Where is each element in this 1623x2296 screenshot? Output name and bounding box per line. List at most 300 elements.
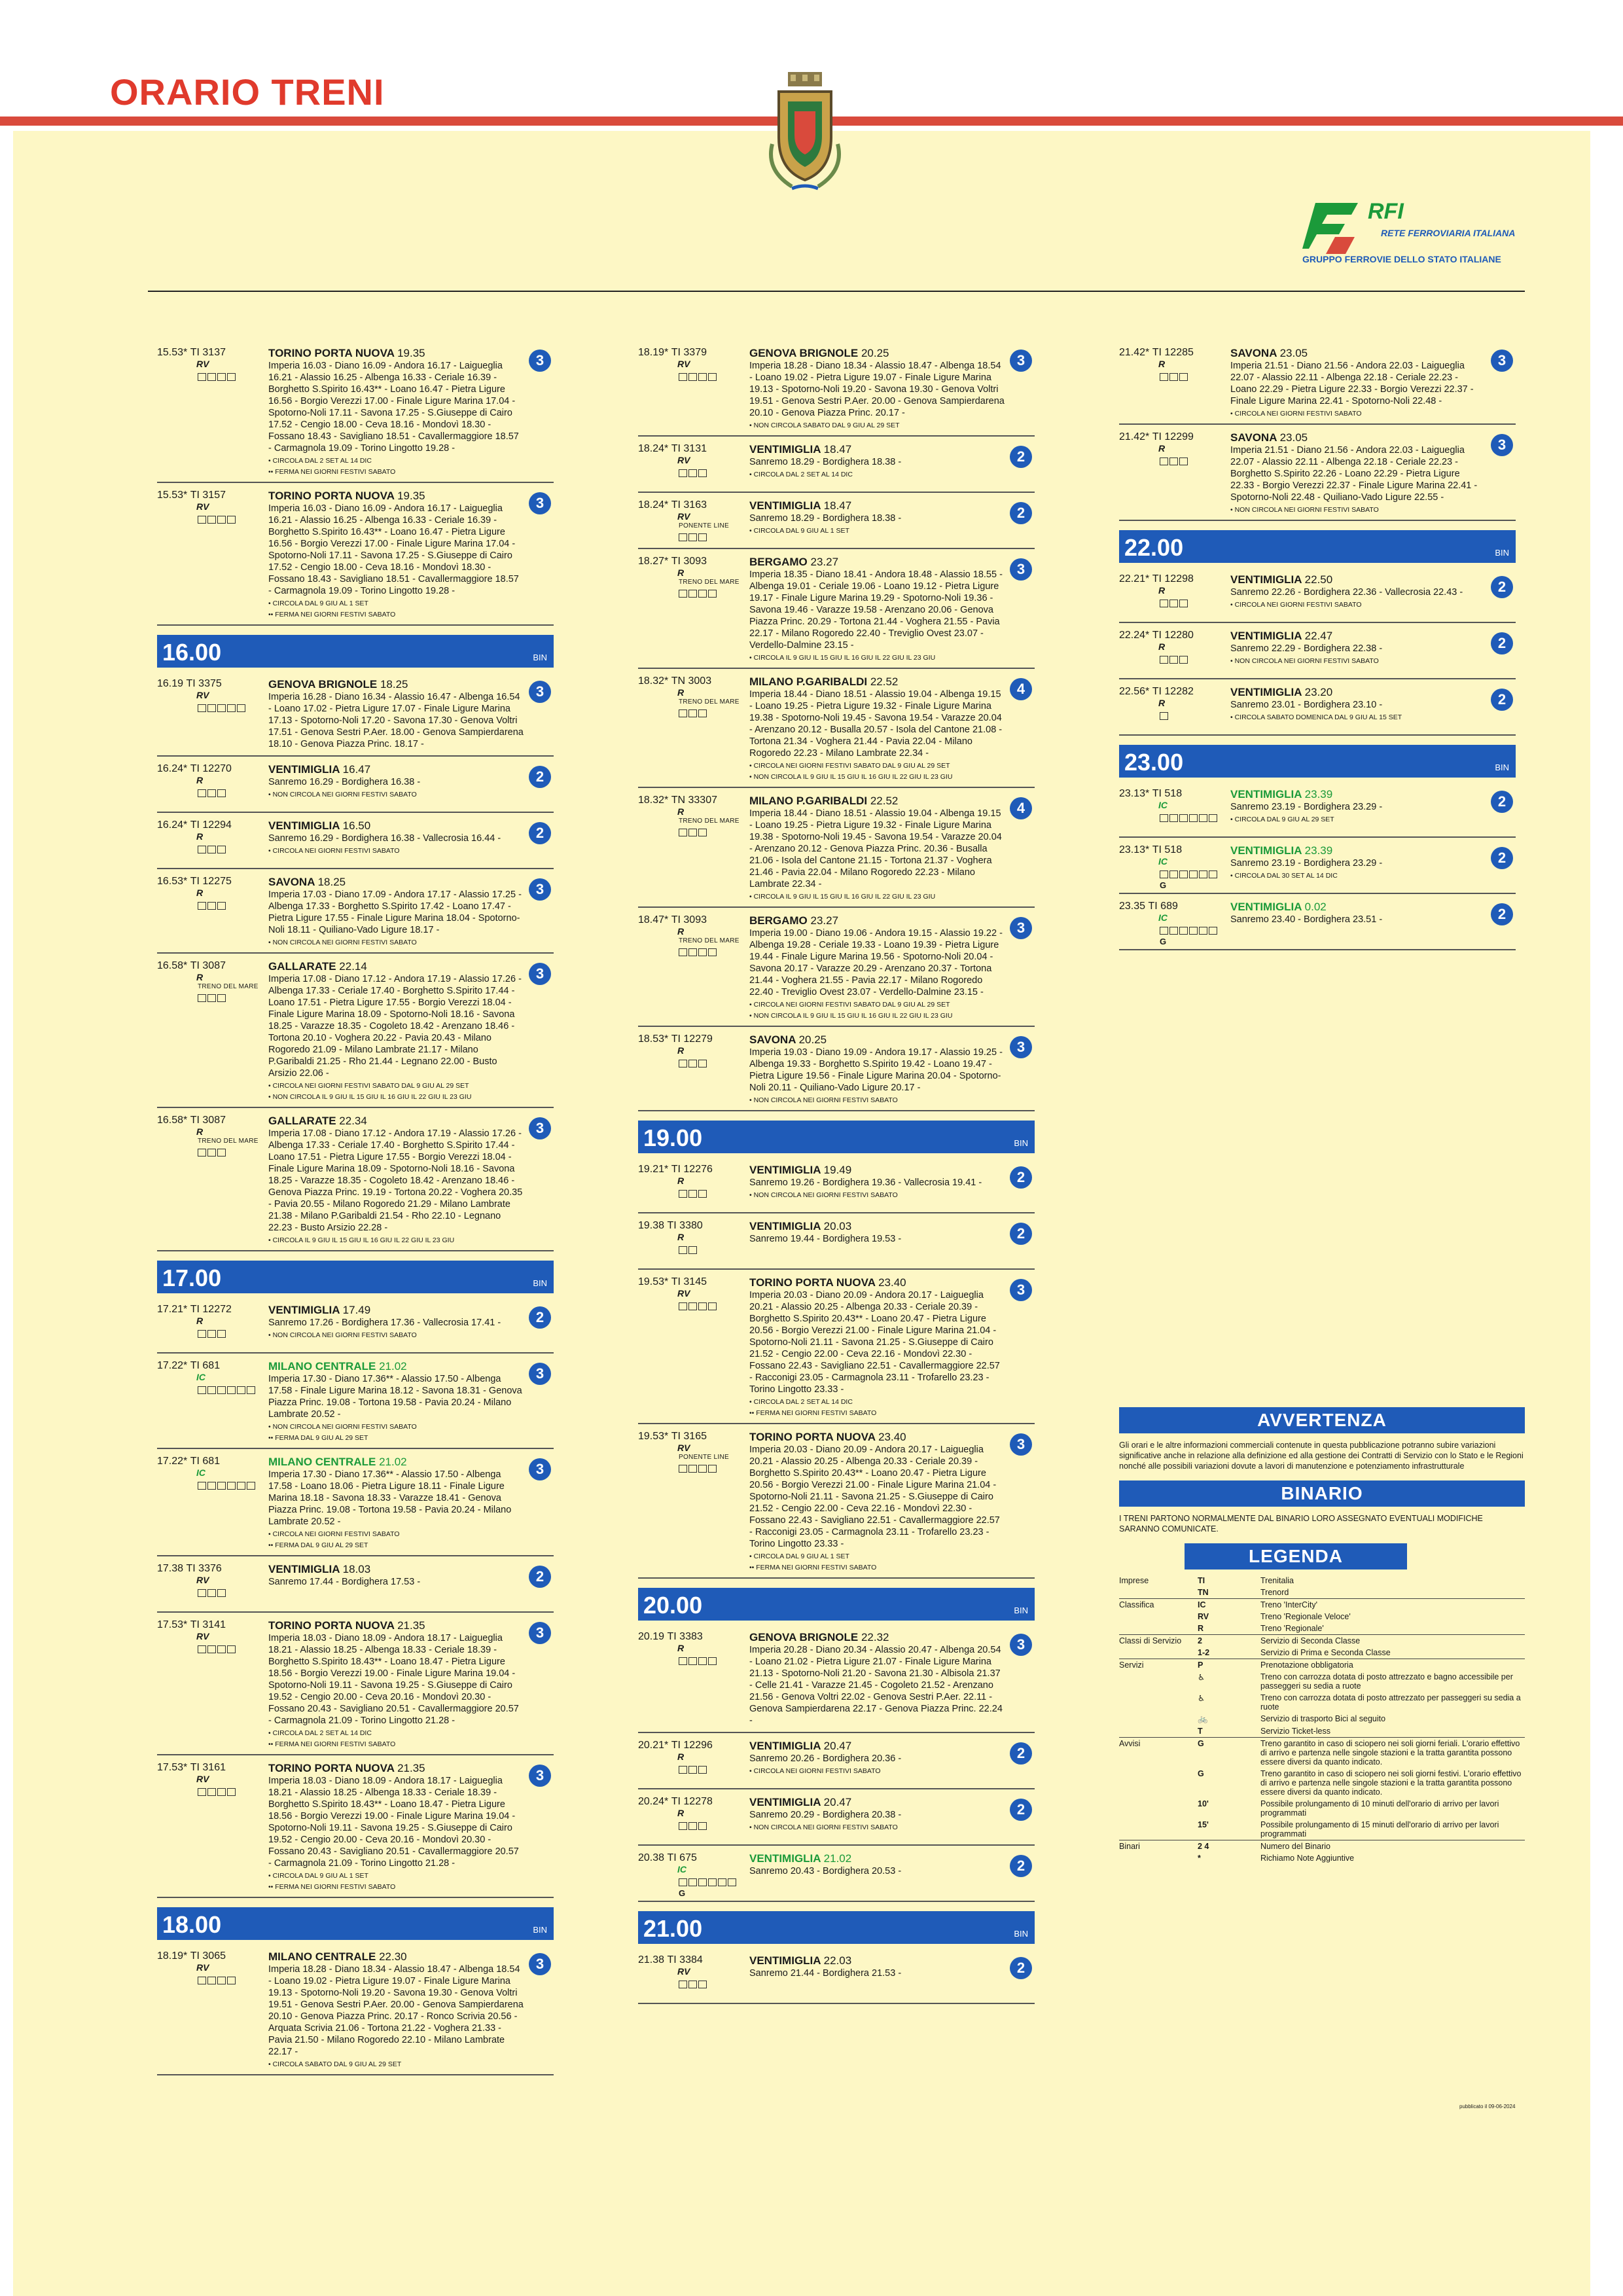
departure-line <box>638 1740 749 1751</box>
train-details <box>749 675 1005 781</box>
arrival-time: 20.25 <box>798 1033 827 1046</box>
service-icon <box>198 994 206 1002</box>
legend-group <box>1119 1852 1198 1864</box>
train-row <box>1119 567 1516 623</box>
service-icon <box>247 1482 255 1490</box>
departure-line <box>638 556 749 567</box>
departure-time: 22.56* <box>1119 686 1150 697</box>
service-icons <box>679 827 749 836</box>
train-class-icon: RV <box>677 1288 690 1299</box>
hour-label: 20.00 <box>643 1592 703 1619</box>
train-row <box>1119 781 1516 838</box>
intermediate-stops: Imperia 17.03 - Diano 17.09 - Andora 17.17 - Alassio 17.25 - Albenga 17.33 - Borghetto S.Spirito 17.42 - Loano 17.47 - Pietra Ligure 17.55 - Finale Ligure Marina 18.04 - Spotorno-Noli 18.11 - Quiliano-Vado Ligure 18.17 - <box>268 889 522 935</box>
service-icon <box>698 533 707 541</box>
arrival-time: 18.47 <box>823 499 852 512</box>
service-icon <box>1199 814 1207 822</box>
destination: SAVONA <box>749 1033 796 1046</box>
train-number: 12279 <box>683 1033 713 1045</box>
train-details <box>268 1619 524 1749</box>
departure-line <box>157 678 268 690</box>
platform-badge: 3 <box>529 963 551 985</box>
destination: GALLARATE <box>268 960 336 973</box>
train-class-icon: R <box>677 1643 685 1653</box>
train-brand: TRENO DEL MARE <box>679 698 740 706</box>
service-icons <box>679 1655 749 1665</box>
train-number: 3384 <box>679 1954 703 1965</box>
service-note: • NON CIRCOLA SABATO DAL 9 GIU AL 29 SET <box>749 422 900 429</box>
legend-symbol: IC <box>1198 1599 1260 1611</box>
departure-time: 23.13* <box>1119 788 1150 799</box>
service-icon <box>688 829 697 836</box>
destination-line <box>268 1115 524 1128</box>
departure-line <box>1119 788 1230 800</box>
service-note: • CIRCOLA IL 9 GIU IL 15 GIU IL 16 GIU IL 22 GIU IL 23 GIU <box>268 1236 455 1244</box>
intermediate-stops: Imperia 16.03 - Diano 16.09 - Andora 16.17 - Laigueglia 16.21 - Alassio 16.25 - Albenga 16.33 - Ceriale 16.39 - Borghetto S.Spirito 16.43** - Loano 16.47 - Pietra Ligure 16.56 - Borgio Verezzi 17.00 - Finale Ligure Marina 17.04 - Spotorno-Noli 17.11 - Savona 17.25 - S.Giuseppe di Cairo 17.52 - Cengio 18.00 - Ceva 18.16 - Mondovì 18.30 - Fossano 18.43 - Savigliano 18.51 - Cavallermaggiore 18.57 - Carmagnola 19.09 - Torino Lingotto 19.28 - <box>268 361 519 454</box>
service-icon <box>207 1149 216 1157</box>
legend-row <box>1119 1768 1525 1798</box>
train-number: 3141 <box>202 1619 226 1630</box>
hour-label: 21.00 <box>643 1915 703 1942</box>
service-note: • CIRCOLA IL 9 GIU IL 15 GIU IL 16 GIU IL 22 GIU IL 23 GIU <box>749 654 936 662</box>
destination-line <box>749 1852 1005 1865</box>
train-number: 3137 <box>202 347 226 358</box>
destination: GALLARATE <box>268 1115 336 1127</box>
hour-label: 22.00 <box>1124 534 1184 561</box>
train-details <box>749 1220 1005 1245</box>
train-class-icon: R <box>677 1232 685 1242</box>
legend-row <box>1119 1647 1525 1659</box>
platform-badge: 3 <box>529 350 551 372</box>
platform-badge: 3 <box>1010 350 1032 372</box>
train-class-icon: R <box>677 1751 685 1762</box>
legend-group <box>1119 1798 1198 1819</box>
legend-description: Prenotazione obbligatoria <box>1260 1659 1525 1672</box>
legend-row <box>1119 1575 1525 1587</box>
destination-line <box>1230 686 1486 699</box>
arrival-time: 21.35 <box>397 1619 425 1632</box>
destination-line <box>749 914 1005 927</box>
destination-line <box>749 675 1005 689</box>
service-icons <box>198 844 268 853</box>
service-icon <box>698 1657 707 1665</box>
intermediate-stops: Sanremo 23.01 - Bordighera 23.10 - <box>1230 700 1383 710</box>
service-icons <box>1160 869 1230 878</box>
departure-line <box>638 499 749 511</box>
service-icon <box>1169 457 1178 465</box>
service-icon <box>708 1302 717 1310</box>
train-class-icon: IC <box>677 1864 687 1874</box>
train-row <box>638 1789 1035 1846</box>
hour-banner <box>157 1261 554 1293</box>
service-icon <box>698 1878 707 1886</box>
legend-group <box>1119 1768 1198 1798</box>
train-info <box>1119 686 1230 720</box>
intermediate-stops: Imperia 20.03 - Diano 20.09 - Andora 20.17 - Laigueglia 20.21 - Alassio 20.25 - Albenga 20.33 - Ceriale 20.39 - Borghetto S.Spirito 20.43** - Loano 20.47 - Pietra Ligure 20.56 - Borgio Verezzi 21.00 - Finale Ligure Marina 21.04 - Spotorno-Noli 21.11 - Savona 21.25 - S.Giuseppe di Cairo 21.52 - Cengio 22.00 - Ceva 22.16 - Mondovì 22.30 - Fossano 22.43 - Savigliano 22.51 - Cavallermaggiore 22.57 - Racconigi 23.05 - Carmagnola 23.11 - Trofarello 23.23 - Torino Lingotto 23.33 - <box>749 1444 1000 1549</box>
legend-row <box>1119 1819 1525 1840</box>
departure-time: 21.42* <box>1119 431 1150 442</box>
departure-time: 17.53* <box>157 1762 188 1773</box>
service-icon <box>1160 373 1168 381</box>
train-number: 3093 <box>683 556 707 567</box>
departure-time: 19.53* <box>638 1276 669 1287</box>
document-title: ORARIO TRENI <box>110 71 385 113</box>
train-class-icon: R <box>677 1175 685 1186</box>
arrival-time: 23.27 <box>810 914 839 927</box>
legend-group: Classi di Servizio <box>1119 1635 1198 1647</box>
service-icon <box>237 1386 245 1394</box>
legend-symbol: R <box>1198 1624 1204 1633</box>
departure-time: 16.24* <box>157 763 188 774</box>
train-row <box>638 1624 1035 1733</box>
intermediate-stops: Sanremo 18.29 - Bordighera 18.38 - <box>749 457 902 467</box>
platform-badge: 2 <box>1010 502 1032 524</box>
service-icon <box>688 1465 697 1473</box>
intermediate-stops: Sanremo 19.26 - Bordighera 19.36 - Vallecrosia 19.41 - <box>749 1177 982 1188</box>
legend-group <box>1119 1819 1198 1840</box>
legend-group <box>1119 1611 1198 1623</box>
train-details <box>749 499 1005 535</box>
departure-line <box>157 1563 268 1575</box>
train-number: 689 <box>1160 901 1178 912</box>
platform-column-label: BIN <box>1495 762 1509 772</box>
train-row <box>157 1108 554 1251</box>
train-class-icon: RV <box>677 511 690 522</box>
hour-label: 23.00 <box>1124 749 1184 776</box>
train-info <box>638 1954 749 1988</box>
legend-symbol: TI <box>1198 1576 1205 1585</box>
train-number: 3380 <box>679 1220 703 1231</box>
service-note: •• FERMA DAL 9 GIU AL 29 SET <box>268 1434 368 1442</box>
service-note: •• FERMA NEI GIORNI FESTIVI SABATO <box>268 1883 396 1891</box>
departure-line <box>638 1431 749 1443</box>
service-icon <box>688 1981 697 1988</box>
destination: VENTIMIGLIA <box>749 1796 821 1808</box>
train-number: 3375 <box>198 678 222 689</box>
train-row <box>638 1027 1035 1111</box>
service-icon <box>698 1302 707 1310</box>
hour-banner <box>157 1907 554 1940</box>
service-icon <box>198 516 206 524</box>
legend-symbol: 2 <box>1198 1635 1260 1647</box>
arrival-time: 17.49 <box>342 1304 371 1316</box>
service-icon <box>217 1330 226 1338</box>
train-number: 3087 <box>202 1115 226 1126</box>
destination: VENTIMIGLIA <box>1230 573 1302 586</box>
train-class-icon: R <box>196 972 204 982</box>
train-row <box>157 1613 554 1755</box>
destination-line <box>1230 431 1486 444</box>
arrival-time: 22.30 <box>379 1950 407 1963</box>
service-icons <box>198 1328 268 1338</box>
legend-group: Servizi <box>1119 1659 1198 1672</box>
service-icon <box>217 846 226 853</box>
destination: VENTIMIGLIA <box>1230 630 1302 642</box>
timetable-column-1 <box>157 340 554 2075</box>
service-icon <box>198 902 206 910</box>
train-class-icon: IC <box>196 1467 205 1478</box>
departure-time: 18.19* <box>157 1950 188 1962</box>
arrival-time: 21.35 <box>397 1762 425 1774</box>
train-details <box>749 1631 1005 1727</box>
train-info <box>638 556 749 598</box>
platform-badge: 3 <box>529 1117 551 1139</box>
service-icons <box>679 371 749 381</box>
rfi-logo-name: RETE FERROVIARIA ITALIANA <box>1381 228 1516 238</box>
arrival-time: 20.25 <box>861 347 889 359</box>
service-icon <box>1199 870 1207 878</box>
train-info <box>638 795 749 836</box>
service-icon <box>688 1246 697 1254</box>
train-details <box>1230 844 1486 880</box>
legend-description: Servizio Ticket-less <box>1260 1727 1330 1736</box>
train-details <box>749 347 1005 430</box>
platform-badge: 3 <box>1010 1433 1032 1456</box>
departure-line <box>157 763 268 775</box>
service-icon <box>679 1822 687 1830</box>
intermediate-stops: Imperia 18.03 - Diano 18.09 - Andora 18.17 - Laigueglia 18.21 - Alassio 18.25 - Albenga 18.33 - Ceriale 18.39 - Borghetto S.Spirito 18.43** - Loano 18.47 - Pietra Ligure 18.56 - Borgio Verezzi 19.00 - Finale Ligure Marina 19.04 - Spotorno-Noli 19.11 - Savona 19.25 - S.Giuseppe di Cairo 19.52 - Cengio 20.00 - Ceva 20.16 - Mondovì 20.30 - Fossano 20.43 - Savigliano 20.51 - Cavallermaggiore 20.57 - Carmagnola 21.09 - Torino Lingotto 21.28 - <box>268 1776 519 1869</box>
service-icons <box>679 1244 749 1254</box>
arrival-time: 0.02 <box>1304 901 1327 913</box>
train-number: 12280 <box>1164 630 1194 641</box>
destination: VENTIMIGLIA <box>749 1740 821 1752</box>
legend-group <box>1119 1587 1198 1599</box>
destination-line <box>268 876 524 889</box>
service-icon <box>679 590 687 598</box>
train-info <box>157 876 268 910</box>
service-icons <box>679 1876 749 1886</box>
destination: GENOVA BRIGNOLE <box>749 347 859 359</box>
train-operator: TI <box>1152 573 1162 584</box>
train-info <box>157 1950 268 1984</box>
train-details <box>268 960 524 1102</box>
departure-line <box>638 675 749 687</box>
train-row <box>157 869 554 954</box>
guarantee-badge: G <box>1160 880 1167 890</box>
train-row <box>157 954 554 1108</box>
departure-time: 16.53* <box>157 876 188 887</box>
train-details <box>268 819 524 855</box>
train-class-icon: RV <box>196 1575 209 1585</box>
arrival-time: 21.02 <box>379 1456 407 1468</box>
train-number: 681 <box>202 1456 221 1467</box>
destination-line <box>749 1954 1005 1967</box>
train-details <box>749 914 1005 1020</box>
train-row <box>638 1424 1035 1579</box>
train-info <box>1119 788 1230 822</box>
destination: VENTIMIGLIA <box>268 819 340 832</box>
train-row <box>638 908 1035 1027</box>
train-details <box>749 1164 1005 1200</box>
service-icon <box>679 1878 687 1886</box>
platform-column-label: BIN <box>533 653 547 662</box>
platform-badge: 2 <box>1491 632 1513 655</box>
service-note: • CIRCOLA DAL 9 GIU AL 1 SET <box>268 600 368 607</box>
intermediate-stops: Sanremo 22.29 - Bordighera 22.38 - <box>1230 643 1383 654</box>
intermediate-stops: Imperia 17.30 - Diano 17.36** - Alassio 17.50 - Albenga 17.58 - Loano 18.06 - Pietra Ligure 18.11 - Finale Ligure Marina 18.18 - Savona 18.33 - Varazze 18.41 - Genova Piazza Princ. 19.08 - Tortona 19.58 - Pavia 20.24 - Milano Lambrate 20.52 - <box>268 1469 512 1527</box>
hour-banner <box>157 635 554 668</box>
train-class-icon: RV <box>196 690 209 700</box>
train-class-icon: R <box>1158 443 1166 454</box>
legend-symbol: 1-2 <box>1198 1648 1210 1657</box>
train-info <box>638 347 749 381</box>
legend-description: Servizio di Seconda Classe <box>1260 1635 1525 1647</box>
intermediate-stops: Imperia 17.08 - Diano 17.12 - Andora 17.19 - Alassio 17.26 - Albenga 17.33 - Ceriale 17.40 - Borghetto S.Spirito 17.44 - Loano 17.51 - Pietra Ligure 17.55 - Borgio Verezzi 18.04 - Finale Ligure Marina 18.09 - Spotorno-Noli 18.16 - Savona 18.25 - Varazze 18.35 - Cogoleto 18.42 - Arenzano 18.46 - Tortona 20.10 - Voghera 20.22 - Pavia 20.43 - Milano Rogoredo 21.09 - Milano Lambrate 21.17 - Milano P.Garibaldi 21.25 - Rho 21.44 - Legnano 22.00 - Busto Arsizio 22.06 - <box>268 974 522 1079</box>
departure-time: 18.47* <box>638 914 669 925</box>
rfi-logo-acronym: RFI <box>1368 199 1404 224</box>
service-icon <box>688 373 697 381</box>
service-icon <box>227 1977 236 1984</box>
arrival-time: 22.47 <box>1304 630 1333 642</box>
departure-time: 16.58* <box>157 960 188 971</box>
service-note: • NON CIRCOLA NEI GIORNI FESTIVI SABATO <box>749 1096 898 1104</box>
train-number: 12294 <box>202 819 232 831</box>
platform-badge: 3 <box>529 681 551 703</box>
intermediate-stops: Sanremo 20.29 - Bordighera 20.38 - <box>749 1810 902 1820</box>
destination-line <box>1230 844 1486 857</box>
arrival-time: 16.47 <box>342 763 371 776</box>
train-info <box>157 1619 268 1653</box>
destination-line <box>749 1164 1005 1177</box>
train-operator: TI <box>190 1762 200 1773</box>
service-icon <box>708 373 717 381</box>
train-class-icon: RV <box>677 1443 690 1453</box>
service-icon <box>217 789 226 797</box>
service-icons <box>679 1300 749 1310</box>
train-info <box>638 1431 749 1473</box>
destination: MILANO P.GARIBALDI <box>749 675 868 688</box>
platform-column-label: BIN <box>1014 1929 1028 1939</box>
service-note: • CIRCOLA IL 9 GIU IL 15 GIU IL 16 GIU IL 22 GIU IL 23 GIU <box>749 893 936 901</box>
service-icon <box>679 1657 687 1665</box>
arrival-time: 23.39 <box>1304 788 1333 800</box>
train-info <box>638 1852 749 1898</box>
service-icon <box>247 1386 255 1394</box>
service-icon <box>237 704 245 712</box>
destination-line <box>268 960 524 973</box>
departure-line <box>638 1796 749 1808</box>
platform-column-label: BIN <box>1014 1605 1028 1615</box>
service-note: • CIRCOLA DAL 30 SET AL 14 DIC <box>1230 872 1338 880</box>
destination-line <box>749 443 1005 456</box>
service-note: • NON CIRCOLA IL 9 GIU IL 15 GIU IL 16 GIU IL 22 GIU IL 23 GIU <box>268 1093 472 1101</box>
destination-line <box>749 1220 1005 1233</box>
arrival-time: 20.03 <box>823 1220 852 1232</box>
departure-line <box>638 795 749 806</box>
train-class-icon: IC <box>1158 856 1168 867</box>
destination-line <box>268 1360 524 1373</box>
train-row <box>1119 340 1516 425</box>
train-details <box>749 1852 1005 1877</box>
departure-time: 20.21* <box>638 1740 669 1751</box>
train-details <box>749 1033 1005 1105</box>
service-note: • CIRCOLA DAL 9 GIU AL 1 SET <box>749 527 849 535</box>
train-row <box>638 1213 1035 1270</box>
train-row <box>1119 425 1516 521</box>
departure-time: 16.19 <box>157 678 184 689</box>
service-icon <box>688 1878 697 1886</box>
destination: VENTIMIGLIA <box>749 1164 821 1176</box>
service-note: • CIRCOLA NEI GIORNI FESTIVI SABATO <box>749 1767 881 1775</box>
service-note: • NON CIRCOLA NEI GIORNI FESTIVI SABATO <box>268 791 417 798</box>
intermediate-stops: Imperia 17.08 - Diano 17.12 - Andora 17.19 - Alassio 17.26 - Albenga 17.33 - Ceriale 17.40 - Borghetto S.Spirito 17.44 - Loano 17.51 - Pietra Ligure 17.55 - Borgio Verezzi 18.04 - Finale Ligure Marina 18.09 - Spotorno-Noli 18.16 - Savona 18.25 - Varazze 18.35 - Cogoleto 18.42 - Arenzano 18.46 - Genova Piazza Princ. 19.19 - Tortona 20.22 - Voghera 20.35 - Pavia 20.55 - Milano Rogoredo 21.29 - Milano Lambrate 21.38 - Milano P.Garibaldi 21.54 - Rho 22.10 - Legnano 22.23 - Busto Arsizio 22.28 - <box>268 1128 523 1233</box>
service-note: • NON CIRCOLA NEI GIORNI FESTIVI SABATO <box>749 1823 898 1831</box>
train-operator: TI <box>1152 686 1162 697</box>
legend-group: Avvisi <box>1119 1738 1198 1768</box>
train-row <box>1119 623 1516 679</box>
platform-badge: 2 <box>1491 847 1513 869</box>
service-icon <box>198 1645 206 1653</box>
destination-line <box>268 1619 524 1632</box>
service-icon <box>698 1465 707 1473</box>
departure-time: 21.38 <box>638 1954 665 1965</box>
publication-date: pubblicato il 09-06-2024 <box>1459 2104 1516 2109</box>
train-brand: PONENTE LINE <box>679 1454 729 1461</box>
arrival-time: 18.47 <box>823 443 852 456</box>
departure-time: 18.24* <box>638 499 669 511</box>
train-operator: TI <box>671 347 681 358</box>
train-row <box>638 788 1035 908</box>
service-icon <box>679 1465 687 1473</box>
train-details <box>268 1563 524 1588</box>
legend-group <box>1119 1623 1198 1635</box>
train-details <box>749 1276 1005 1418</box>
train-row <box>157 1556 554 1613</box>
train-class-icon: R <box>677 1045 685 1056</box>
train-info <box>638 1796 749 1830</box>
service-note: • CIRCOLA DAL 9 GIU AL 1 SET <box>268 1872 368 1880</box>
service-note: • CIRCOLA DAL 9 GIU AL 29 SET <box>1230 816 1334 823</box>
service-icon <box>698 709 707 717</box>
train-number: 33307 <box>688 795 717 806</box>
service-note: •• FERMA NEI GIORNI FESTIVI SABATO <box>268 468 396 476</box>
train-number: 12296 <box>683 1740 713 1751</box>
train-row <box>157 1297 554 1354</box>
departure-time: 18.32* <box>638 675 669 687</box>
legend-description: Trenitalia <box>1260 1576 1294 1585</box>
arrival-time: 23.05 <box>1279 431 1308 444</box>
service-icon <box>217 1788 226 1796</box>
service-icons <box>198 1975 268 1984</box>
train-info <box>1119 573 1230 607</box>
legend-symbol: 15' <box>1198 1820 1209 1829</box>
train-row <box>638 1846 1035 1902</box>
service-icons <box>679 588 749 598</box>
service-icons <box>198 1786 268 1796</box>
legend-row <box>1119 1852 1525 1864</box>
train-info <box>157 1360 268 1394</box>
train-row <box>157 1449 554 1556</box>
service-icon <box>708 1878 717 1886</box>
service-icon <box>1160 927 1168 935</box>
legend-group: Imprese <box>1119 1576 1149 1585</box>
service-icon <box>198 846 206 853</box>
arrival-time: 18.03 <box>342 1563 371 1575</box>
train-class-icon: IC <box>1158 800 1168 810</box>
train-number: 12275 <box>202 876 232 887</box>
service-icon <box>1189 814 1198 822</box>
destination-line <box>749 1431 1005 1444</box>
platform-badge: 2 <box>529 1306 551 1329</box>
arrival-time: 23.05 <box>1279 347 1308 359</box>
service-icon <box>207 373 216 381</box>
binario-text: I TRENI PARTONO NORMALMENTE DAL BINARIO LORO ASSEGNATO EVENTUALI MODIFICHE SARANNO COMUNICATE. <box>1119 1514 1483 1534</box>
arrival-time: 18.25 <box>380 678 408 691</box>
legend-description: Treno 'Regionale Veloce' <box>1260 1612 1351 1621</box>
departure-line <box>157 1619 268 1631</box>
departure-line <box>638 1954 749 1966</box>
legend-group <box>1119 1692 1198 1713</box>
service-icon <box>207 1977 216 1984</box>
